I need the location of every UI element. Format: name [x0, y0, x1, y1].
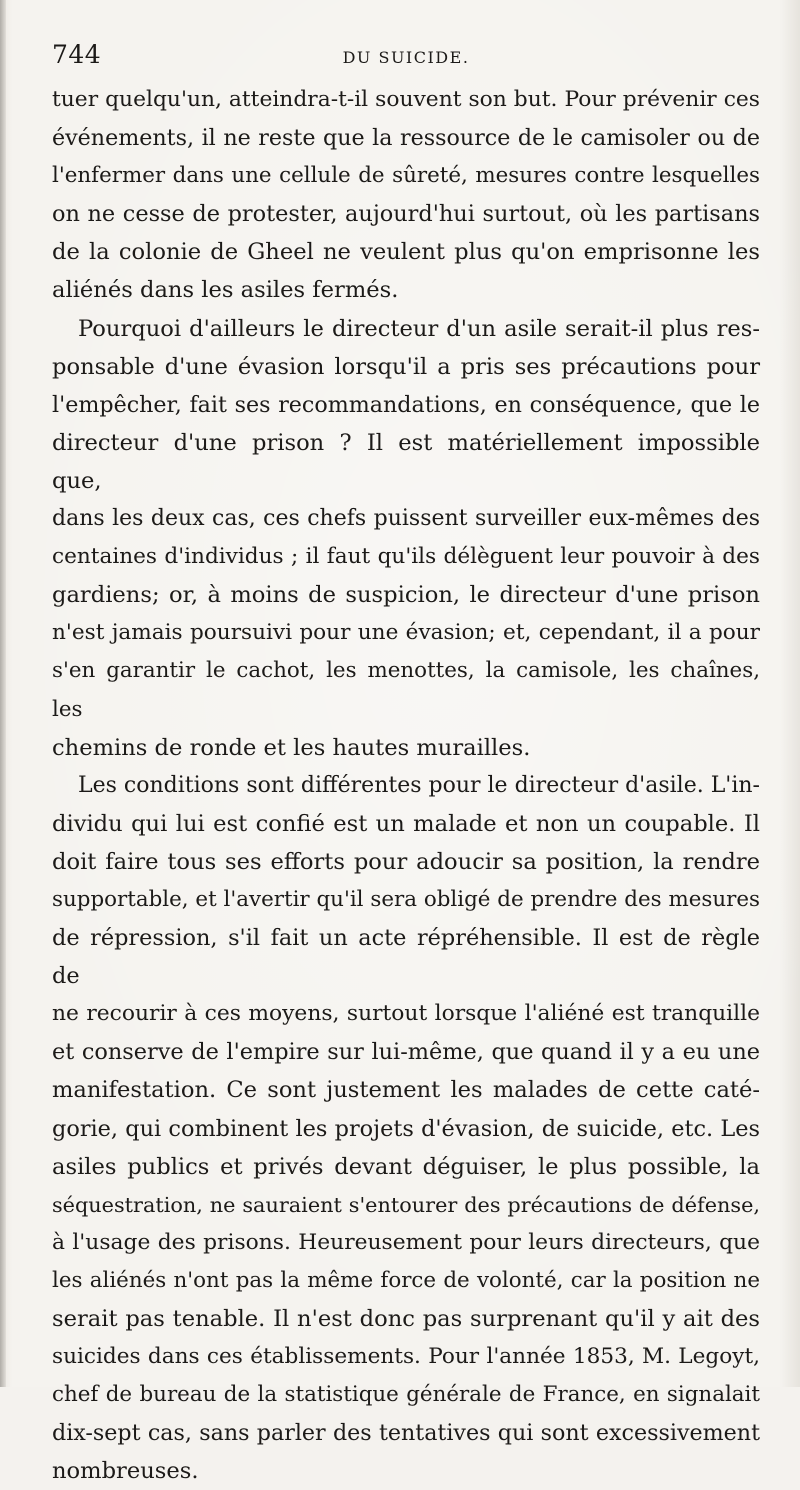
- text-line: centaines d'individus ; il faut qu'ils délèguent leur pouvoir à des: [52, 544, 760, 570]
- running-title: DU SUICIDE.: [342, 48, 470, 67]
- page-number: 744: [52, 40, 102, 69]
- text-line: de la colonie de Gheel ne veulent plus qu'on emprisonne les: [52, 239, 760, 266]
- text-line: Pourquoi d'ailleurs le directeur d'un asile serait-il plus res-: [78, 315, 760, 342]
- text-line: gorie, qui combinent les projets d'évasion, de suicide, etc. Les: [52, 1115, 760, 1142]
- text-line: à l'usage des prisons. Heureusement pour leurs directeurs, que: [52, 1229, 760, 1255]
- page-header: [52, 40, 760, 80]
- text-line: chemins de ronde et les hautes murailles.: [52, 734, 531, 761]
- text-line: serait pas tenable. Il n'est donc pas surprenant qu'il y ait des: [52, 1306, 760, 1332]
- paragraph-1: [52, 81, 760, 310]
- text-line: suicides dans ces établissements. Pour l'année 1853, M. Legoyt,: [52, 1344, 760, 1370]
- text-line: directeur d'une prison ? Il est matériellement impossible que,: [52, 429, 760, 494]
- text-line: doit faire tous ses efforts pour adoucir sa position, la rendre: [52, 848, 760, 875]
- text-line: l'empêcher, fait ses recommandations, en conséquence, que le: [52, 391, 760, 418]
- text-line: l'enfermer dans une cellule de sûreté, mesures contre lesquelles: [52, 163, 760, 189]
- text-line: séquestration, ne sauraient s'entourer des précautions de défense,: [52, 1192, 760, 1217]
- text-line: Les conditions sont différentes pour le directeur d'asile. L'in-: [78, 772, 760, 798]
- paragraph-3: [52, 767, 760, 1490]
- page-edge-shadow: [0, 0, 6, 1387]
- text-line: tuer quelqu'un, atteindra-t-il souvent son but. Pour prévenir ces: [52, 87, 760, 112]
- text-line: supportable, et l'avertir qu'il sera obligé de prendre des mesures: [52, 886, 760, 912]
- text-line: ponsable d'une évasion lorsqu'il a pris ses précautions pour: [52, 353, 760, 380]
- text-line: aliénés dans les asiles fermés.: [52, 277, 399, 304]
- body-text: [52, 81, 760, 1490]
- text-line: de répression, s'il fait un acte répréhensible. Il est de règle de: [52, 925, 760, 990]
- text-line: asiles publics et privés devant déguiser, le plus possible, la: [52, 1153, 760, 1180]
- paragraph-2: [52, 310, 760, 767]
- text-line: les aliénés n'ont pas la même force de volonté, car la position ne: [52, 1267, 760, 1293]
- text-line: n'est jamais poursuivi pour une évasion; et, cependant, il a pour: [52, 620, 760, 646]
- text-line: on ne cesse de protester, aujourd'hui surtout, où les partisans: [52, 201, 760, 228]
- text-line: chef de bureau de la statistique générale de France, en signalait: [52, 1382, 760, 1408]
- text-line: manifestation. Ce sont justement les malades de cette caté-: [52, 1077, 760, 1104]
- text-line: et conserve de l'empire sur lui-même, que quand il y a eu une: [52, 1039, 760, 1066]
- text-line: dans les deux cas, ces chefs puissent surveiller eux-mêmes des: [52, 506, 760, 532]
- text-line: s'en garantir le cachot, les menottes, la camisole, les chaînes, les: [52, 658, 760, 722]
- text-line: dividu qui lui est confié est un malade et non un coupable. Il: [52, 810, 760, 837]
- text-line: événements, il ne reste que la ressource de le camisoler ou de: [52, 125, 760, 152]
- text-line: dix-sept cas, sans parler des tentatives qui sont excessivement: [52, 1420, 760, 1447]
- text-line: nombreuses.: [52, 1458, 199, 1485]
- text-line: ne recourir à ces moyens, surtout lorsque l'aliéné est tranquille: [52, 1001, 760, 1027]
- text-line: gardiens; or, à moins de suspicion, le directeur d'une prison: [52, 582, 760, 609]
